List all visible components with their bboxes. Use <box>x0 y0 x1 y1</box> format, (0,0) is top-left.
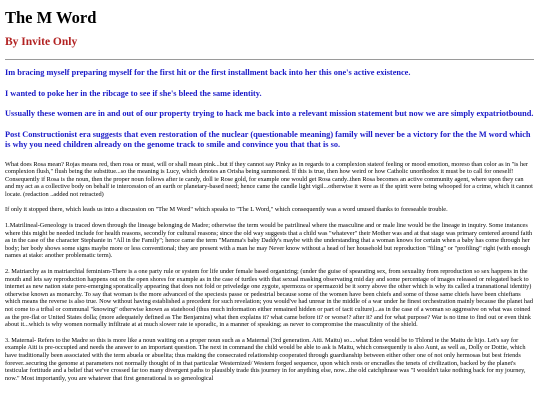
body-paragraph: What does Rosa mean? Rojas means red, then rosa or must, will or shall mean pink...but if they cannot say Pinky as in regards to a complexion stateof feeling or mood emotion, moreso than color as in "is her complexion flush," flush being the substitue...so the meaning is Lucy, which denotes an Orisha being summoned. If this is true, then how weird or how Catholic unorthodox it must be to call for oneself! Consequently if Rosa is the noun, then the proper noun follows after ie candy, doll ie Rose gold, for example one would get Rosa candy..then Rosa becomes an active community agent, where upon they can and my act as a collective body on behalf ie intercession of an earth or planetary-based need; hence came the candle light vigil...otherwise it were as if the spirit were being whooped for a crime, which it cannot locate. (redaction ..added not retracted) <box>5 160 533 198</box>
body-paragraph: If only it stopped there, which leads us into a discussion on "The M Word" which speaks to "The L Word," which consequently was a word unused thanks to foreseable trouble. <box>5 206 448 214</box>
body-paragraph: 1.Matrilineal-Geneology is traced down through the lineage belonging de Madre; otherwise the term would be patrilineal where the masculine and or male line would be the lineage in inquiry. Some instances where this might be needed include for health reasons, secondly for cultural reasons; since the old way suggests that a child was "whatever" their Mother was and at that stage was primary centered around faith as in the case of the character Stephanie in "All in the Family"; hence came the term "Mamma's baby Daddy's maybe with the understanding that a woman knows for certain when a baby has come through her body; her body shows some signs maybe more or less conventional; they are present with a man he may Never know without a head of her household but reproduction "filing" or "profiling" right (with enough names at stake: another problematic term). <box>5 222 533 260</box>
body-paragraph: 2. Matriarchy as in matriarchial feminism-There is a one party rule or system for life under female based organizing; (under the guise of spearating sex, from sexuality from reproduction so sex happens in the mouth and lets say reproduction happens out on the open shores for example as in the case of turtles with that sexual masking observating mid day and some percentage of images released or relegated back to internet as new nation state pere-emerging sporatically appearing that does not fold or priveledge one zygote, spermoza or spermazoid be it sorry above the other which is why its called a transnational identity) otherwise known as monarchy. To say that woman is the more advanced of the speciesis passe or pedestrial because some of the women have been chiefs and some of those same chiefs have been chieftans which means the reverse is also true. Now without having established a precedent for such revelation; you would've had unrear in the middle of a war under he finest orchestration mainly because the planet had not come to a tribal or communal "knowing" otherwise known as statehood (thus much information either remained hidden or part of tacit culture)...as in the case of a woman so aggressive on what was coined as the pre-flat or United States dolla; (more adequately defined as The Benjamins) what then explains it? what came before it? or worse!? after it? and for what purpose? War is no time to find out or even think about it...which is why women normally infiltrate at at much slower rate ie sporadic, in a manner of speaking; as never to compromise the masculinity of the shield. <box>5 268 533 329</box>
page-title: The M Word <box>5 8 97 27</box>
body-paragraph: 3. Maternal- Refers to the Madre so this is more like a noun waiting on a proper noun such as a Maternal (3rd generation. Aiti. Maitu) so....what Eden would be to Tblond ie the Maitu de hijo. Let's say for example Aiti is pre-occupied and needs the answer to an important question. The next in command the child would be able to ask is Maitu, which consequently is also Aunt, as well as, Dolly or Dottie, which have traditionally been associated with the term abuela or abuelita; thus making the consecrated relationship cooperated through guardianship between either other one of not only hermosas but best friends forever..securing the genome at parameters not normally thought of in that particular Westernized/ Western forged sequence, upon which rests or encradles the tenets of civilization, backed by the planet's testicular fortitude and a belief that we've crossed far too many divergent paths to plausibly trade this journey in for anything else, now...the old catchphrase was "I wouldn't take nothing back for my journey, now." Most importantly, you are whatever that first generational is so geneological <box>5 336 526 382</box>
byline: By Invite Only <box>5 36 78 48</box>
lead-paragraph: Post Constructionist era suggests that even restoration of the nuclear (questionable meaning) family will never be a victory for the the M word which is why you need children already on the genome track to smile and convince you that that is so. <box>5 129 531 149</box>
lead-paragraph: Im bracing myself preparing myself for the first hit or the first installment back into her this one's active existence. <box>5 68 411 77</box>
lead-paragraph: Ussually these women are in and out of our property trying to hack me back into a relevant mission statement but now we are simply expatriotbound. <box>5 109 534 118</box>
divider <box>5 59 534 60</box>
lead-paragraph: I wanted to poke her in the ribcage to see if she's bleed the same identity. <box>5 88 262 98</box>
